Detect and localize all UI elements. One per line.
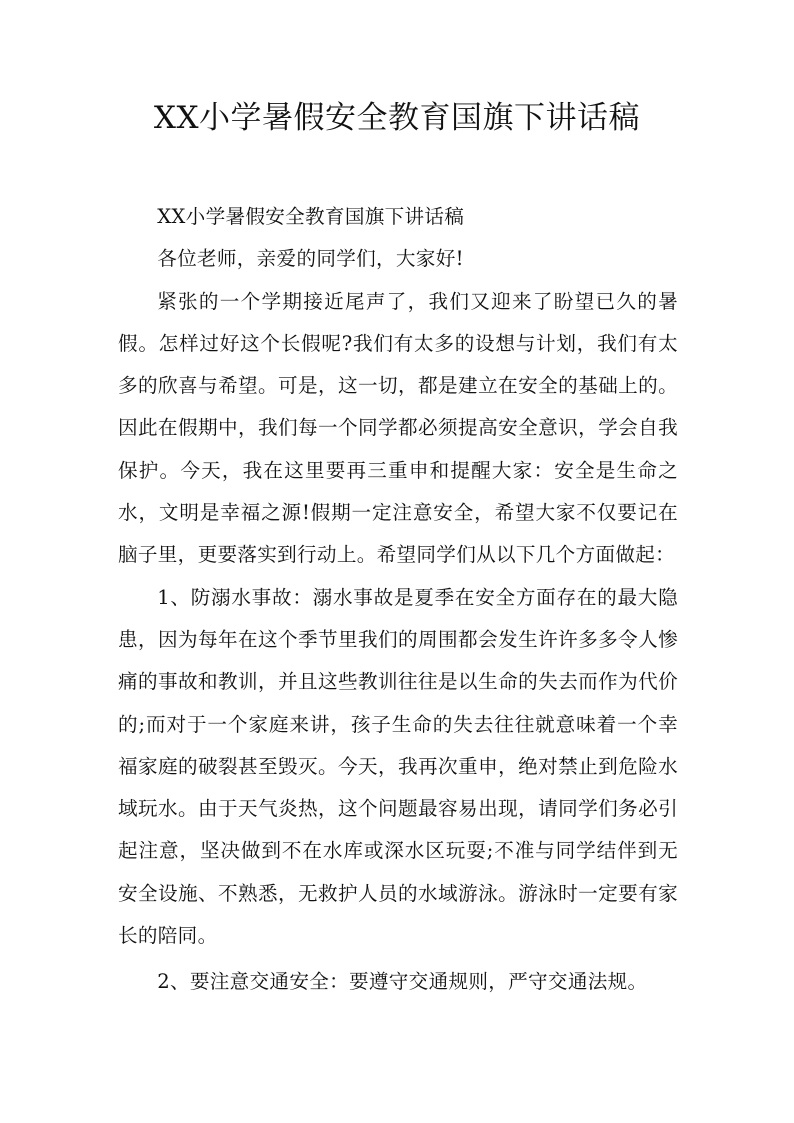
paragraph-item-1: 1、防溺水事故：溺水事故是夏季在安全方面存在的最大隐患，因为每年在这个季节里我们的周围都会发生许许多多令人惨痛的事故和教训，并且这些教训往往是以生命的失去而作为代价的;而对于一个家庭来讲，孩子生命的失去往往就意味着一个幸福家庭的破裂甚至毁灭。今天，我再次重申，绝对禁止到危险水域玩水。由于天气炎热，这个问题最容易出现，请同学们务必引起注意，坚决做到不在水库或深水区玩耍;不准与同学结伴到无安全设施、不熟悉，无救护人员的水域游泳。游泳时一定要有家长的陪同。 — [118, 585, 678, 948]
document-title: XX小学暑假安全教育国旗下讲话稿 — [153, 100, 641, 136]
paragraph-subtitle: XX小学暑假安全教育国旗下讲话稿 — [157, 205, 465, 228]
paragraph-intro: 紧张的一个学期接近尾声了，我们又迎来了盼望已久的暑假。怎样过好这个长假呢?我们有太多的设想与计划，我们有太多的欣喜与希望。可是，这一切，都是建立在安全的基础上的。因此在假期中，我们每一个同学都必须提高安全意识，学会自我保护。今天，我在这里要再三重申和提醒大家：安全是生命之水，文明是幸福之源!假期一定注意安全，希望大家不仅要记在脑子里，更要落实到行动上。希望同学们从以下几个方面做起： — [118, 289, 678, 567]
paragraph-item-2: 2、要注意交通安全：要遵守交通规则，严守交通法规。 — [157, 970, 648, 994]
document-body — [118, 196, 678, 1004]
paragraph-greeting: 各位老师，亲爱的同学们，大家好! — [157, 247, 464, 271]
